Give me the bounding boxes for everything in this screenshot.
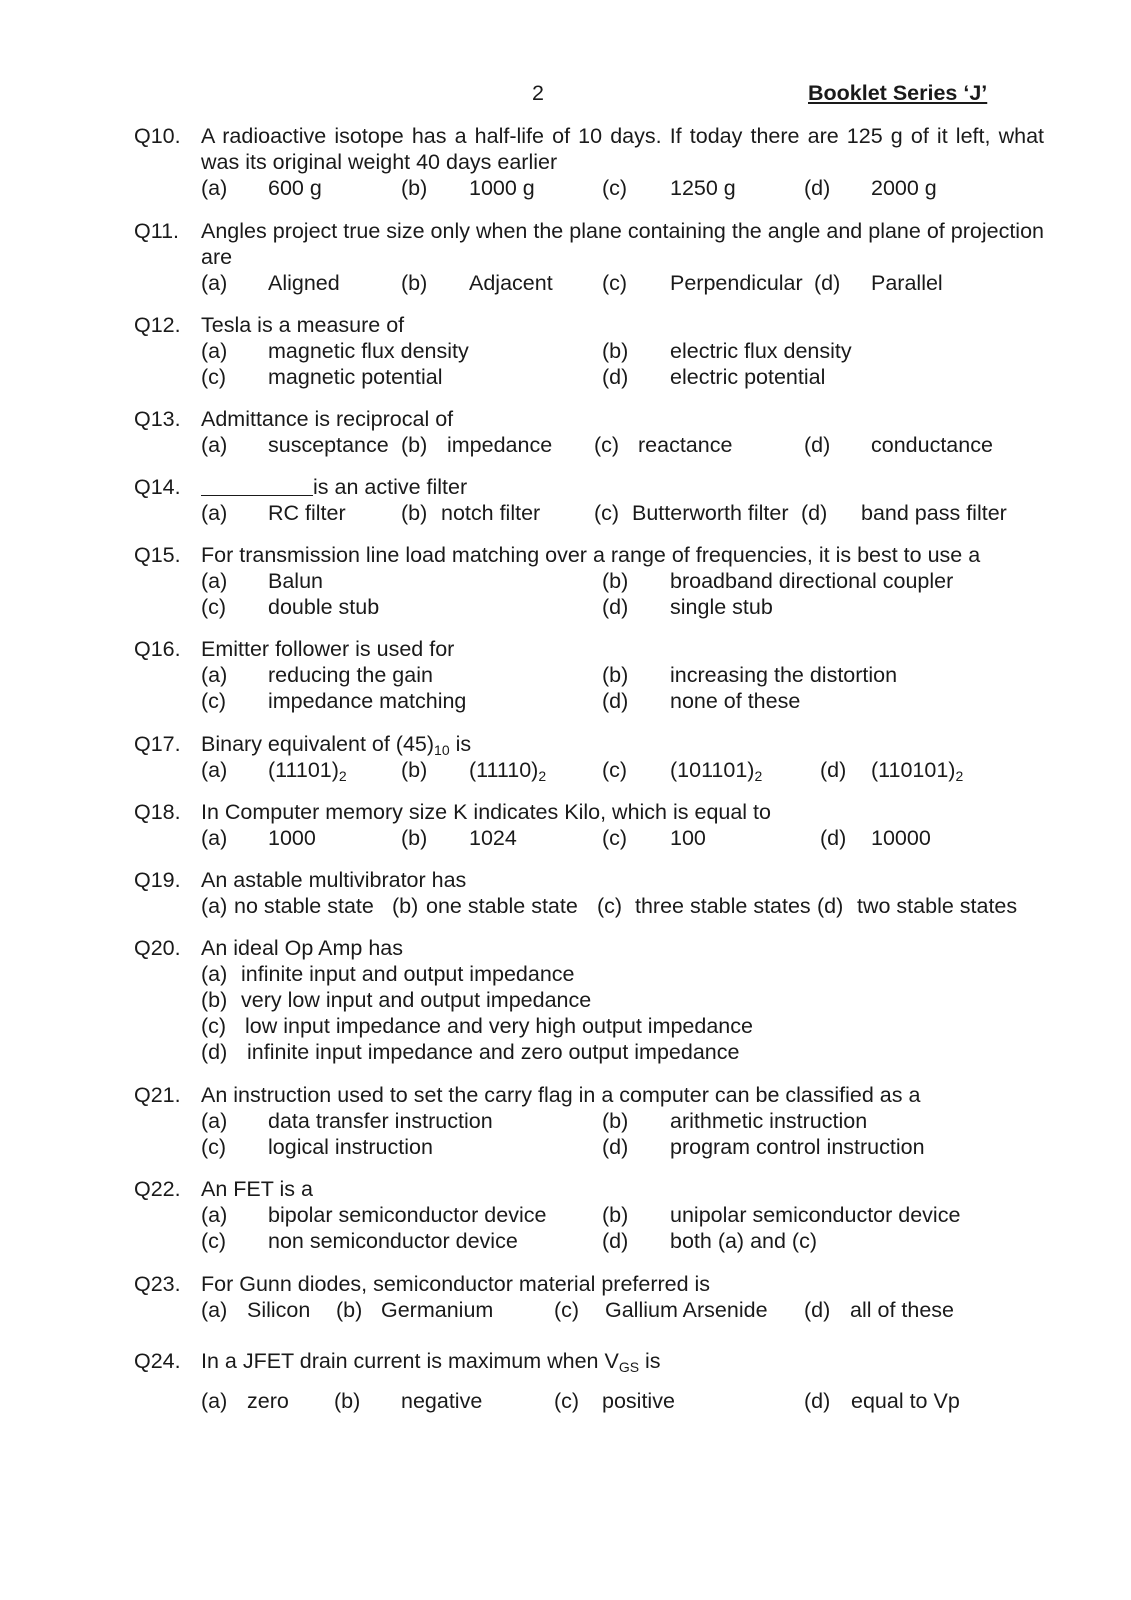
option-a-label: (a) bbox=[201, 758, 228, 782]
option-b-text: 1000 g bbox=[469, 176, 535, 200]
question-number: Q21. bbox=[134, 1083, 181, 1107]
question-stem: Admittance is reciprocal of bbox=[201, 407, 454, 431]
option-b-label: (b) bbox=[602, 339, 629, 363]
question-stem: An FET is a bbox=[201, 1177, 313, 1201]
option-b-label: (b) bbox=[602, 569, 629, 593]
option-a-label: (a) bbox=[201, 433, 228, 457]
option-b-text: (11110) bbox=[469, 758, 539, 782]
question-stem-end: is bbox=[449, 732, 472, 756]
option-a-label: (a) bbox=[201, 176, 228, 200]
option-b-text: negative bbox=[401, 1389, 483, 1413]
option-b-text: electric flux density bbox=[670, 339, 852, 363]
option-c-label: (c) bbox=[201, 365, 227, 389]
option-a-text: infinite input and output impedance bbox=[241, 962, 575, 986]
option-d-text: infinite input impedance and zero output impedance bbox=[247, 1040, 740, 1064]
stem-subscript: GS bbox=[618, 1359, 640, 1375]
question-number: Q18. bbox=[134, 800, 181, 824]
option-b-text: notch filter bbox=[441, 501, 541, 525]
option-c-text: Gallium Arsenide bbox=[605, 1298, 768, 1322]
option-c-label: (c) bbox=[602, 758, 628, 782]
option-a-label: (a) bbox=[201, 1203, 228, 1227]
question-number: Q19. bbox=[134, 868, 181, 892]
option-b-text: one stable state bbox=[426, 894, 578, 918]
option-b-text: broadband directional coupler bbox=[670, 569, 954, 593]
option-b-label: (b) bbox=[401, 176, 428, 200]
question-number: Q12. bbox=[134, 313, 181, 337]
option-b-label: (b) bbox=[201, 988, 228, 1012]
option-d-label: (d) bbox=[820, 758, 847, 782]
option-a-label: (a) bbox=[201, 569, 228, 593]
option-c-label: (c) bbox=[597, 894, 623, 918]
page-number: 2 bbox=[532, 81, 544, 105]
answer-blank bbox=[201, 475, 313, 496]
option-c bbox=[670, 757, 762, 783]
option-c-label: (c) bbox=[201, 1229, 227, 1253]
option-a-label: (a) bbox=[201, 339, 228, 363]
option-c-text: reactance bbox=[638, 433, 733, 457]
option-c-text: impedance matching bbox=[268, 689, 467, 713]
option-b-label: (b) bbox=[401, 433, 428, 457]
option-d-label: (d) bbox=[602, 595, 629, 619]
option-d-label: (d) bbox=[801, 501, 828, 525]
option-b-label: (b) bbox=[602, 1109, 629, 1133]
question-stem: Tesla is a measure of bbox=[201, 313, 405, 337]
option-d-text: program control instruction bbox=[670, 1135, 925, 1159]
option-d-text: both (a) and (c) bbox=[670, 1229, 817, 1253]
question-stem: An ideal Op Amp has bbox=[201, 936, 403, 960]
option-d-label: (d) bbox=[814, 271, 841, 295]
option-c-label: (c) bbox=[201, 689, 227, 713]
option-d-text: single stub bbox=[670, 595, 773, 619]
option-d-label: (d) bbox=[804, 1389, 831, 1413]
option-b-label: (b) bbox=[401, 758, 428, 782]
question-number: Q23. bbox=[134, 1272, 181, 1296]
option-d-text: 2000 g bbox=[871, 176, 937, 200]
option-a-label: (a) bbox=[201, 663, 228, 687]
question-stem: An instruction used to set the carry flag in a computer can be classified as a bbox=[201, 1083, 921, 1107]
option-a-label: (a) bbox=[201, 826, 228, 850]
option-d-text: electric potential bbox=[670, 365, 826, 389]
option-c-text: Perpendicular bbox=[670, 271, 803, 295]
option-a-label: (a) bbox=[201, 271, 228, 295]
question-number: Q20. bbox=[134, 936, 181, 960]
booklet-series: Booklet Series ‘J’ bbox=[808, 81, 988, 105]
question-stem-row bbox=[201, 474, 1044, 500]
option-a-text: (11101) bbox=[268, 758, 339, 782]
option-d-text: all of these bbox=[850, 1298, 954, 1322]
option-b-label: (b) bbox=[336, 1298, 363, 1322]
option-d-text: 10000 bbox=[871, 826, 931, 850]
option-d-label: (d) bbox=[820, 826, 847, 850]
stem-subscript: 10 bbox=[434, 742, 450, 758]
option-a-label: (a) bbox=[201, 962, 228, 986]
option-b-text: increasing the distortion bbox=[670, 663, 898, 687]
option-a-text: Silicon bbox=[247, 1298, 311, 1322]
option-d-label: (d) bbox=[804, 433, 831, 457]
base-subscript: 2 bbox=[955, 768, 964, 784]
question-number: Q11. bbox=[134, 219, 180, 243]
option-c-label: (c) bbox=[554, 1389, 580, 1413]
question-stem: An astable multivibrator has bbox=[201, 868, 467, 892]
option-b-label: (b) bbox=[401, 271, 428, 295]
option-c-label: (c) bbox=[201, 595, 227, 619]
option-d-label: (d) bbox=[817, 894, 844, 918]
option-b-text: very low input and output impedance bbox=[241, 988, 592, 1012]
option-d bbox=[871, 757, 963, 783]
option-c-text: double stub bbox=[268, 595, 380, 619]
option-a-text: susceptance bbox=[268, 433, 389, 457]
option-b-label: (b) bbox=[401, 826, 428, 850]
question-stem: Binary equivalent of (45) bbox=[201, 732, 435, 756]
question-stem: For transmission line load matching over a range of frequencies, it is best to use a bbox=[201, 543, 981, 567]
option-b-label: (b) bbox=[334, 1389, 361, 1413]
option-c-label: (c) bbox=[594, 433, 620, 457]
option-c-label: (c) bbox=[602, 176, 628, 200]
option-b-label: (b) bbox=[401, 501, 428, 525]
option-d-label: (d) bbox=[602, 1135, 629, 1159]
option-a-text: Balun bbox=[268, 569, 323, 593]
option-a-text: reducing the gain bbox=[268, 663, 433, 687]
question-number: Q15. bbox=[134, 543, 181, 567]
option-a-label: (a) bbox=[201, 1389, 228, 1413]
question-stem: Angles project true size only when the plane containing the angle and plane of projection are bbox=[201, 219, 1044, 269]
option-a-text: bipolar semiconductor device bbox=[268, 1203, 547, 1227]
option-d-label: (d) bbox=[804, 1298, 831, 1322]
question-number: Q16. bbox=[134, 637, 181, 661]
option-b-text: Germanium bbox=[381, 1298, 494, 1322]
option-d-text: Parallel bbox=[871, 271, 943, 295]
option-c-label: (c) bbox=[554, 1298, 580, 1322]
option-c-label: (c) bbox=[201, 1014, 227, 1038]
option-b-label: (b) bbox=[392, 894, 419, 918]
option-c-label: (c) bbox=[594, 501, 620, 525]
question-number: Q13. bbox=[134, 407, 181, 431]
option-a-text: RC filter bbox=[268, 501, 346, 525]
question-stem-row bbox=[201, 1348, 1044, 1374]
option-d-label: (d) bbox=[602, 689, 629, 713]
option-c-text: 1250 g bbox=[670, 176, 736, 200]
question-number: Q14. bbox=[134, 475, 181, 499]
option-c-text: low input impedance and very high output impedance bbox=[245, 1014, 753, 1038]
option-c-text: non semiconductor device bbox=[268, 1229, 518, 1253]
option-a-label: (a) bbox=[201, 894, 228, 918]
option-c-text: positive bbox=[602, 1389, 675, 1413]
base-subscript: 2 bbox=[538, 768, 547, 784]
question-stem-row bbox=[201, 731, 1044, 757]
option-a-text: 1000 bbox=[268, 826, 316, 850]
option-d-text: band pass filter bbox=[861, 501, 1007, 525]
question-stem: For Gunn diodes, semiconductor material preferred is bbox=[201, 1272, 711, 1296]
option-a-text: data transfer instruction bbox=[268, 1109, 493, 1133]
question-number: Q17. bbox=[134, 732, 181, 756]
question-number: Q22. bbox=[134, 1177, 181, 1201]
option-b-text: unipolar semiconductor device bbox=[670, 1203, 961, 1227]
option-c-text: logical instruction bbox=[268, 1135, 433, 1159]
option-a-label: (a) bbox=[201, 1298, 228, 1322]
option-a-text: no stable state bbox=[234, 894, 374, 918]
option-a-text: Aligned bbox=[268, 271, 340, 295]
option-d-text: none of these bbox=[670, 689, 801, 713]
question-stem-end: is bbox=[639, 1349, 661, 1373]
option-a-text: zero bbox=[247, 1389, 289, 1413]
option-d-text: conductance bbox=[871, 433, 993, 457]
question-number: Q24. bbox=[134, 1349, 181, 1373]
question-stem: In a JFET drain current is maximum when V bbox=[201, 1349, 619, 1373]
option-d-text: (110101) bbox=[871, 758, 956, 782]
option-b-label: (b) bbox=[602, 1203, 629, 1227]
option-b bbox=[469, 757, 546, 783]
option-a-label: (a) bbox=[201, 1109, 228, 1133]
option-c-text: (101101) bbox=[670, 758, 755, 782]
option-d-label: (d) bbox=[602, 1229, 629, 1253]
option-d-label: (d) bbox=[804, 176, 831, 200]
question-stem: In Computer memory size K indicates Kilo, which is equal to bbox=[201, 800, 771, 824]
option-c-text: magnetic potential bbox=[268, 365, 443, 389]
option-b-label: (b) bbox=[602, 663, 629, 687]
option-d-label: (d) bbox=[201, 1040, 228, 1064]
question-number: Q10. bbox=[134, 124, 181, 148]
question-stem: is an active filter bbox=[313, 475, 468, 499]
option-a-text: magnetic flux density bbox=[268, 339, 469, 363]
question-stem: A radioactive isotope has a half-life of 10 days. If today there are 125 g of it left, what was its original weight 40 days earlier bbox=[201, 124, 1044, 174]
option-d-text: equal to Vp bbox=[851, 1389, 960, 1413]
option-d-label: (d) bbox=[602, 365, 629, 389]
option-a bbox=[268, 757, 347, 783]
option-c-label: (c) bbox=[602, 271, 628, 295]
option-a-text: 600 g bbox=[268, 176, 322, 200]
option-b-text: impedance bbox=[447, 433, 553, 457]
option-c-label: (c) bbox=[602, 826, 628, 850]
option-b-text: 1024 bbox=[469, 826, 517, 850]
option-c-text: three stable states bbox=[635, 894, 811, 918]
option-c-label: (c) bbox=[201, 1135, 227, 1159]
option-c-text: Butterworth filter bbox=[632, 501, 789, 525]
base-subscript: 2 bbox=[754, 768, 763, 784]
option-c-text: 100 bbox=[670, 826, 706, 850]
option-d-text: two stable states bbox=[857, 894, 1018, 918]
option-b-text: arithmetic instruction bbox=[670, 1109, 868, 1133]
option-a-label: (a) bbox=[201, 501, 228, 525]
question-stem: Emitter follower is used for bbox=[201, 637, 455, 661]
option-b-text: Adjacent bbox=[469, 271, 553, 295]
base-subscript: 2 bbox=[338, 768, 347, 784]
